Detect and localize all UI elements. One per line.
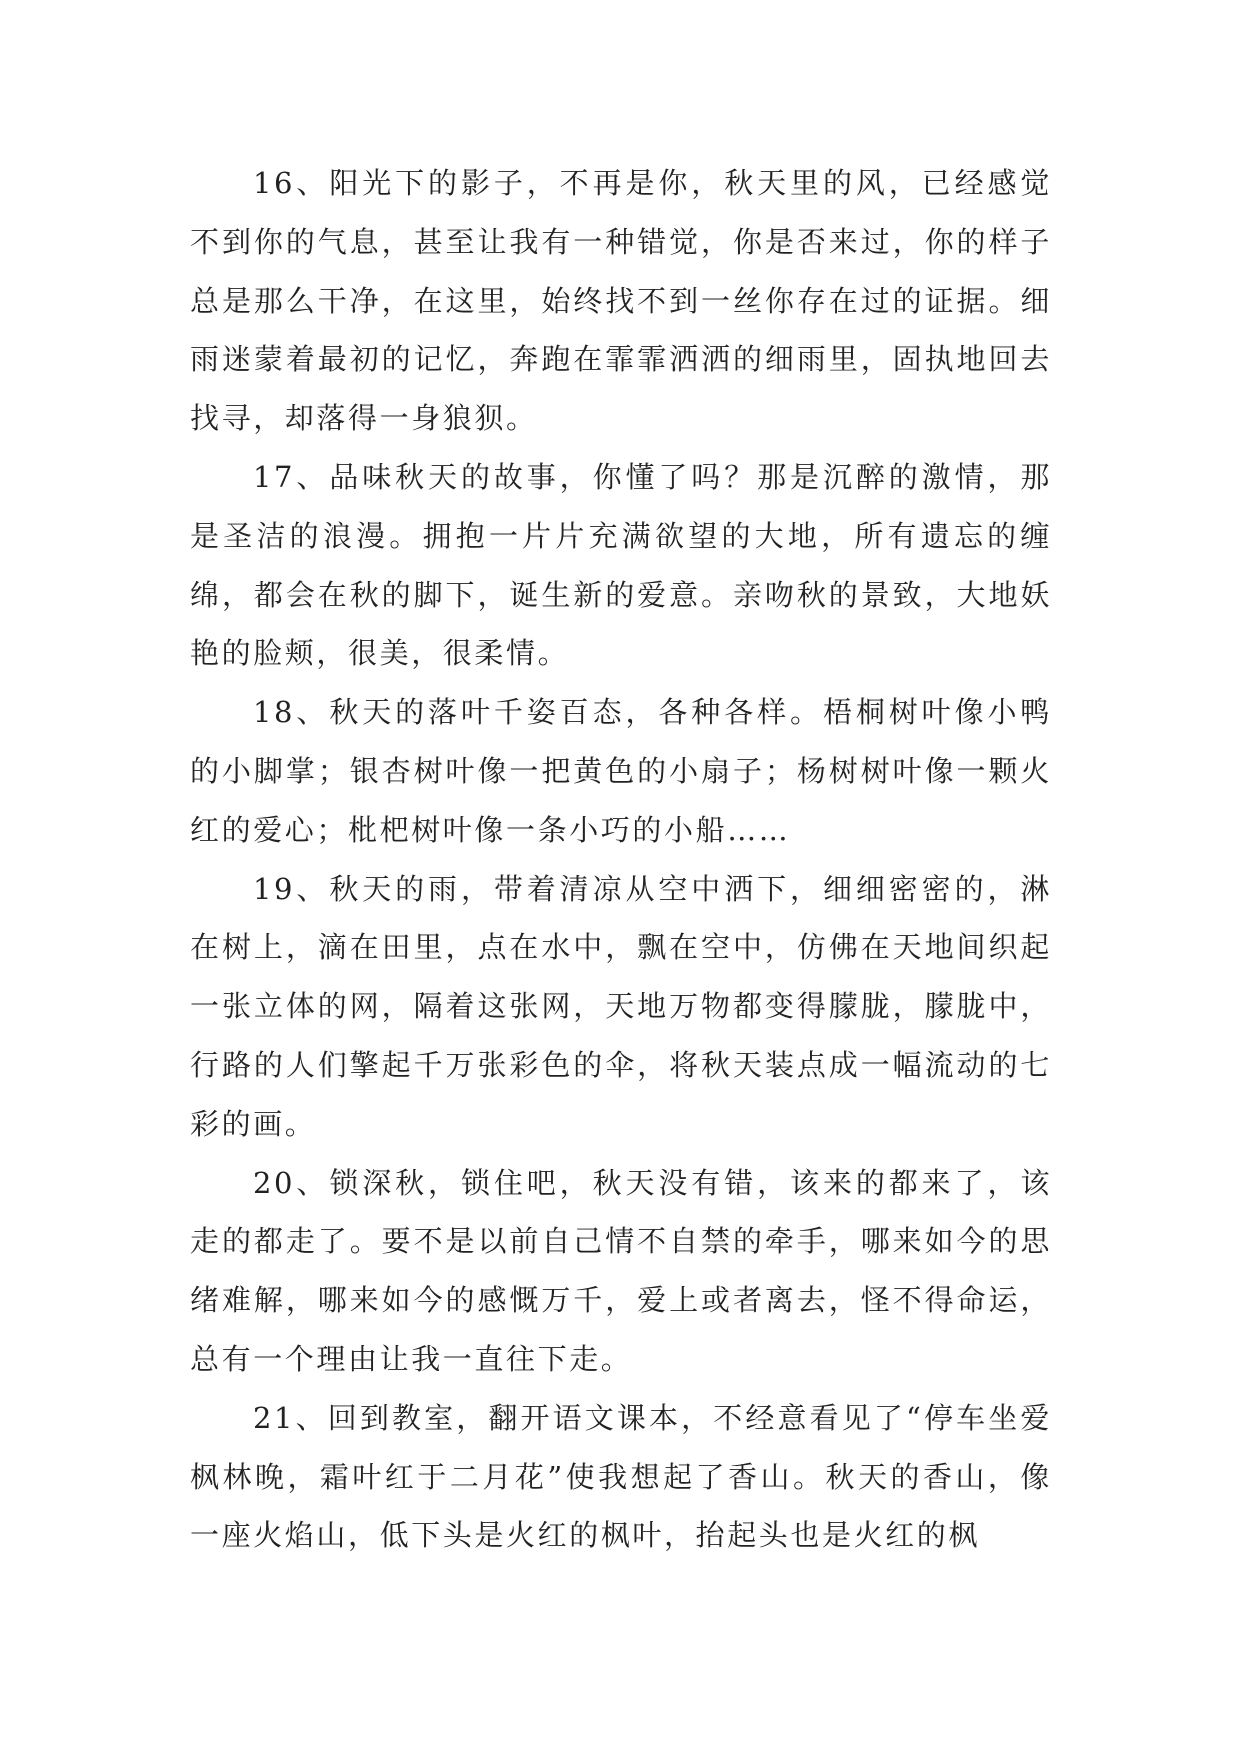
paragraph-17: 17、品味秋天的故事，你懂了吗？那是沉醉的激情，那是圣洁的浪漫。拥抱一片片充满欲望的大地，所有遗忘的缠绵，都会在秋的脚下，诞生新的爱意。亲吻秋的景致，大地妖艳的脸颊，很美，很柔情。	[190, 459, 1052, 671]
document-body	[190, 154, 1052, 1565]
paragraph-21: 21、回到教室，翻开语文课本，不经意看见了“停车坐爱枫林晚，霜叶红于二月花”使我想起了香山。秋天的香山，像一座火焰山，低下头是火红的枫叶，抬起头也是火红的枫	[190, 1400, 1052, 1553]
paragraph-20: 20、锁深秋，锁住吧，秋天没有错，该来的都来了，该走的都走了。要不是以前自己情不自禁的牵手，哪来如今的思绪难解，哪来如今的感慨万千，爱上或者离去，怪不得命运，总有一个理由让我一直往下走。	[190, 1165, 1052, 1376]
paragraph-18: 18、秋天的落叶千姿百态，各种各样。梧桐树叶像小鸭的小脚掌；银杏树叶像一把黄色的小扇子；杨树树叶像一颗火红的爱心；枇杷树叶像一条小巧的小船……	[190, 695, 1052, 847]
paragraph-19: 19、秋天的雨，带着清凉从空中洒下，细细密密的，淋在树上，滴在田里，点在水中，飘在空中，仿佛在天地间织起一张立体的网，隔着这张网，天地万物都变得朦胧，朦胧中，行路的人们擎起千万张彩色的伞，将秋天装点成一幅流动的七彩的画。	[190, 871, 1052, 1141]
paragraph-16: 16、阳光下的影子，不再是你，秋天里的风，已经感觉不到你的气息，甚至让我有一种错觉，你是否来过，你的样子总是那么干净，在这里，始终找不到一丝你存在过的证据。细雨迷蒙着最初的记忆，奔跑在霏霏洒洒的细雨里，固执地回去找寻，却落得一身狼狈。	[190, 166, 1052, 436]
